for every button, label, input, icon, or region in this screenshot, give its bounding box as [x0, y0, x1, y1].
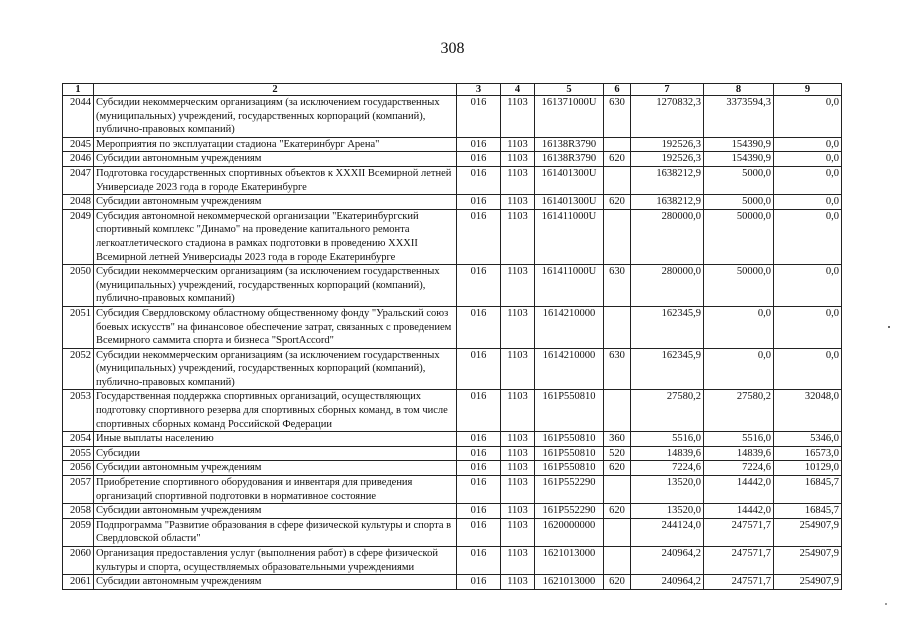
expense-type-cell [604, 476, 631, 504]
amount-year2-cell: 14839,6 [704, 446, 774, 461]
amount-year3-cell: 254907,9 [774, 547, 842, 575]
amount-year1-cell: 192526,3 [631, 137, 704, 152]
expense-type-cell [604, 137, 631, 152]
table-row [63, 152, 842, 167]
amount-year2-cell: 14442,0 [704, 476, 774, 504]
row-number-cell: 2050 [63, 265, 94, 307]
table-row [63, 209, 842, 264]
section-code-cell: 1103 [501, 446, 535, 461]
expense-type-cell: 620 [604, 461, 631, 476]
row-number-cell: 2047 [63, 166, 94, 194]
table-row [63, 390, 842, 432]
section-code-cell: 1103 [501, 476, 535, 504]
item-name-cell: Субсидия автономной некоммерческой организации "Екатеринбургский спортивный комплекс "Динамо" на проведение капитального ремонта легкоатлетического стадиона в рамках подготовки в проведению XXXII Всемирной летней Универсиады 2023 года в городе Екатеринбурге [94, 209, 457, 264]
admin-code-cell: 016 [457, 306, 501, 348]
target-code-cell: 161P552290 [535, 476, 604, 504]
expense-type-cell: 630 [604, 348, 631, 390]
expense-type-cell [604, 547, 631, 575]
amount-year2-cell: 50000,0 [704, 209, 774, 264]
item-name-cell: Субсидия Свердловскому областному общественному фонду "Уральский союз боевых искусств" на финансовое обеспечение затрат, связанных с проведением Всемирного саммита спорта и бизнеса "SportAccord" [94, 306, 457, 348]
section-code-cell: 1103 [501, 518, 535, 546]
item-name-cell: Иные выплаты населению [94, 432, 457, 447]
target-code-cell: 1621013000 [535, 547, 604, 575]
amount-year3-cell: 0,0 [774, 195, 842, 210]
expense-type-cell: 620 [604, 195, 631, 210]
target-code-cell: 16138R3790 [535, 152, 604, 167]
amount-year3-cell: 16845,7 [774, 476, 842, 504]
admin-code-cell: 016 [457, 504, 501, 519]
header-cell: 7 [631, 84, 704, 96]
page-number: 308 [440, 40, 465, 57]
scan-speck [885, 603, 887, 605]
table-row [63, 265, 842, 307]
target-code-cell: 1614210000 [535, 348, 604, 390]
row-number-cell: 2044 [63, 96, 94, 138]
table-row [63, 195, 842, 210]
table-row [63, 96, 842, 138]
expense-type-cell: 630 [604, 96, 631, 138]
table-row [63, 306, 842, 348]
row-number-cell: 2058 [63, 504, 94, 519]
admin-code-cell: 016 [457, 209, 501, 264]
target-code-cell: 16138R3790 [535, 137, 604, 152]
expense-type-cell [604, 166, 631, 194]
table-row [63, 476, 842, 504]
admin-code-cell: 016 [457, 476, 501, 504]
section-code-cell: 1103 [501, 461, 535, 476]
target-code-cell: 161P550810 [535, 432, 604, 447]
target-code-cell: 161401300U [535, 195, 604, 210]
table-row [63, 575, 842, 590]
target-code-cell: 161401300U [535, 166, 604, 194]
amount-year2-cell: 5000,0 [704, 195, 774, 210]
section-code-cell: 1103 [501, 575, 535, 590]
amount-year1-cell: 5516,0 [631, 432, 704, 447]
amount-year2-cell: 3373594,3 [704, 96, 774, 138]
item-name-cell: Организация предоставления услуг (выполнения работ) в сфере физической культуры и спорта, осуществляемых образовательными учреждениями [94, 547, 457, 575]
amount-year1-cell: 162345,9 [631, 348, 704, 390]
amount-year2-cell: 50000,0 [704, 265, 774, 307]
budget-table [62, 83, 842, 590]
amount-year1-cell: 27580,2 [631, 390, 704, 432]
item-name-cell: Субсидии автономным учреждениям [94, 195, 457, 210]
amount-year1-cell: 14839,6 [631, 446, 704, 461]
header-cell: 2 [94, 84, 457, 96]
target-code-cell: 161371000U [535, 96, 604, 138]
row-number-cell: 2059 [63, 518, 94, 546]
row-number-cell: 2046 [63, 152, 94, 167]
amount-year3-cell: 32048,0 [774, 390, 842, 432]
amount-year1-cell: 1638212,9 [631, 195, 704, 210]
admin-code-cell: 016 [457, 348, 501, 390]
item-name-cell: Субсидии автономным учреждениям [94, 152, 457, 167]
table-row [63, 166, 842, 194]
amount-year1-cell: 280000,0 [631, 209, 704, 264]
target-code-cell: 161411000U [535, 265, 604, 307]
section-code-cell: 1103 [501, 432, 535, 447]
row-number-cell: 2052 [63, 348, 94, 390]
row-number-cell: 2045 [63, 137, 94, 152]
row-number-cell: 2057 [63, 476, 94, 504]
amount-year3-cell: 16845,7 [774, 504, 842, 519]
admin-code-cell: 016 [457, 166, 501, 194]
target-code-cell: 161P550810 [535, 390, 604, 432]
amount-year1-cell: 162345,9 [631, 306, 704, 348]
header-row [63, 84, 842, 96]
target-code-cell: 1621013000 [535, 575, 604, 590]
admin-code-cell: 016 [457, 446, 501, 461]
scan-speck [888, 326, 890, 328]
amount-year1-cell: 13520,0 [631, 476, 704, 504]
expense-type-cell [604, 306, 631, 348]
admin-code-cell: 016 [457, 265, 501, 307]
admin-code-cell: 016 [457, 137, 501, 152]
row-number-cell: 2054 [63, 432, 94, 447]
amount-year1-cell: 192526,3 [631, 152, 704, 167]
expense-type-cell: 630 [604, 265, 631, 307]
row-number-cell: 2053 [63, 390, 94, 432]
target-code-cell: 1620000000 [535, 518, 604, 546]
amount-year3-cell: 0,0 [774, 265, 842, 307]
row-number-cell: 2048 [63, 195, 94, 210]
amount-year3-cell: 0,0 [774, 166, 842, 194]
amount-year2-cell: 154390,9 [704, 137, 774, 152]
amount-year3-cell: 254907,9 [774, 575, 842, 590]
amount-year3-cell: 0,0 [774, 209, 842, 264]
amount-year3-cell: 0,0 [774, 96, 842, 138]
amount-year1-cell: 240964,2 [631, 547, 704, 575]
table-body [63, 84, 842, 590]
amount-year3-cell: 10129,0 [774, 461, 842, 476]
section-code-cell: 1103 [501, 152, 535, 167]
amount-year2-cell: 154390,9 [704, 152, 774, 167]
amount-year2-cell: 0,0 [704, 348, 774, 390]
section-code-cell: 1103 [501, 547, 535, 575]
amount-year3-cell: 0,0 [774, 137, 842, 152]
admin-code-cell: 016 [457, 152, 501, 167]
amount-year2-cell: 27580,2 [704, 390, 774, 432]
target-code-cell: 161P552290 [535, 504, 604, 519]
item-name-cell: Субсидии [94, 446, 457, 461]
expense-type-cell [604, 390, 631, 432]
header-cell: 4 [501, 84, 535, 96]
amount-year3-cell: 0,0 [774, 152, 842, 167]
amount-year3-cell: 5346,0 [774, 432, 842, 447]
header-cell: 3 [457, 84, 501, 96]
table-row [63, 432, 842, 447]
expense-type-cell: 620 [604, 575, 631, 590]
amount-year2-cell: 0,0 [704, 306, 774, 348]
table-row [63, 137, 842, 152]
section-code-cell: 1103 [501, 96, 535, 138]
target-code-cell: 1614210000 [535, 306, 604, 348]
table-row [63, 348, 842, 390]
amount-year2-cell: 5000,0 [704, 166, 774, 194]
section-code-cell: 1103 [501, 166, 535, 194]
admin-code-cell: 016 [457, 96, 501, 138]
header-cell: 8 [704, 84, 774, 96]
expense-type-cell [604, 518, 631, 546]
item-name-cell: Субсидии некоммерческим организациям (за исключением государственных (муниципальных) учреждений, государственных корпораций (компаний), публично-правовых компаний) [94, 96, 457, 138]
header-cell: 5 [535, 84, 604, 96]
target-code-cell: 161P550810 [535, 461, 604, 476]
item-name-cell: Субсидии автономным учреждениям [94, 575, 457, 590]
amount-year3-cell: 0,0 [774, 348, 842, 390]
table-row [63, 461, 842, 476]
header-cell: 1 [63, 84, 94, 96]
admin-code-cell: 016 [457, 461, 501, 476]
table-row [63, 547, 842, 575]
item-name-cell: Субсидии автономным учреждениям [94, 461, 457, 476]
table-row [63, 504, 842, 519]
admin-code-cell: 016 [457, 547, 501, 575]
amount-year2-cell: 5516,0 [704, 432, 774, 447]
amount-year1-cell: 240964,2 [631, 575, 704, 590]
admin-code-cell: 016 [457, 575, 501, 590]
amount-year2-cell: 7224,6 [704, 461, 774, 476]
amount-year2-cell: 14442,0 [704, 504, 774, 519]
expense-type-cell [604, 209, 631, 264]
admin-code-cell: 016 [457, 518, 501, 546]
table-row [63, 446, 842, 461]
amount-year1-cell: 244124,0 [631, 518, 704, 546]
amount-year2-cell: 247571,7 [704, 547, 774, 575]
header-cell: 9 [774, 84, 842, 96]
expense-type-cell: 520 [604, 446, 631, 461]
amount-year1-cell: 1270832,3 [631, 96, 704, 138]
amount-year1-cell: 7224,6 [631, 461, 704, 476]
amount-year1-cell: 1638212,9 [631, 166, 704, 194]
item-name-cell: Субсидии автономным учреждениям [94, 504, 457, 519]
table-row [63, 518, 842, 546]
amount-year2-cell: 247571,7 [704, 518, 774, 546]
section-code-cell: 1103 [501, 265, 535, 307]
item-name-cell: Подготовка государственных спортивных объектов к XXXII Всемирной летней Универсиаде 2023 года в городе Екатеринбурге [94, 166, 457, 194]
amount-year3-cell: 16573,0 [774, 446, 842, 461]
amount-year2-cell: 247571,7 [704, 575, 774, 590]
row-number-cell: 2055 [63, 446, 94, 461]
section-code-cell: 1103 [501, 390, 535, 432]
section-code-cell: 1103 [501, 504, 535, 519]
expense-type-cell: 620 [604, 504, 631, 519]
row-number-cell: 2051 [63, 306, 94, 348]
target-code-cell: 161411000U [535, 209, 604, 264]
section-code-cell: 1103 [501, 306, 535, 348]
amount-year1-cell: 280000,0 [631, 265, 704, 307]
item-name-cell: Субсидии некоммерческим организациям (за исключением государственных (муниципальных) учреждений, государственных корпораций (компаний), публично-правовых компаний) [94, 348, 457, 390]
item-name-cell: Мероприятия по эксплуатации стадиона "Екатеринбург Арена" [94, 137, 457, 152]
row-number-cell: 2061 [63, 575, 94, 590]
item-name-cell: Приобретение спортивного оборудования и инвентаря для приведения организаций спортивной подготовки в нормативное состояние [94, 476, 457, 504]
expense-type-cell: 360 [604, 432, 631, 447]
item-name-cell: Подпрограмма "Развитие образования в сфере физической культуры и спорта в Свердловской области" [94, 518, 457, 546]
admin-code-cell: 016 [457, 195, 501, 210]
item-name-cell: Субсидии некоммерческим организациям (за исключением государственных (муниципальных) учреждений, государственных корпораций (компаний), публично-правовых компаний) [94, 265, 457, 307]
row-number-cell: 2049 [63, 209, 94, 264]
expense-type-cell: 620 [604, 152, 631, 167]
amount-year3-cell: 254907,9 [774, 518, 842, 546]
amount-year1-cell: 13520,0 [631, 504, 704, 519]
section-code-cell: 1103 [501, 137, 535, 152]
row-number-cell: 2060 [63, 547, 94, 575]
item-name-cell: Государственная поддержка спортивных организаций, осуществляющих подготовку спортивного резерва для спортивных сборных команд, в том числе спортивных сборных команд Российской Федерации [94, 390, 457, 432]
target-code-cell: 161P550810 [535, 446, 604, 461]
row-number-cell: 2056 [63, 461, 94, 476]
section-code-cell: 1103 [501, 209, 535, 264]
section-code-cell: 1103 [501, 348, 535, 390]
header-cell: 6 [604, 84, 631, 96]
section-code-cell: 1103 [501, 195, 535, 210]
amount-year3-cell: 0,0 [774, 306, 842, 348]
admin-code-cell: 016 [457, 390, 501, 432]
admin-code-cell: 016 [457, 432, 501, 447]
